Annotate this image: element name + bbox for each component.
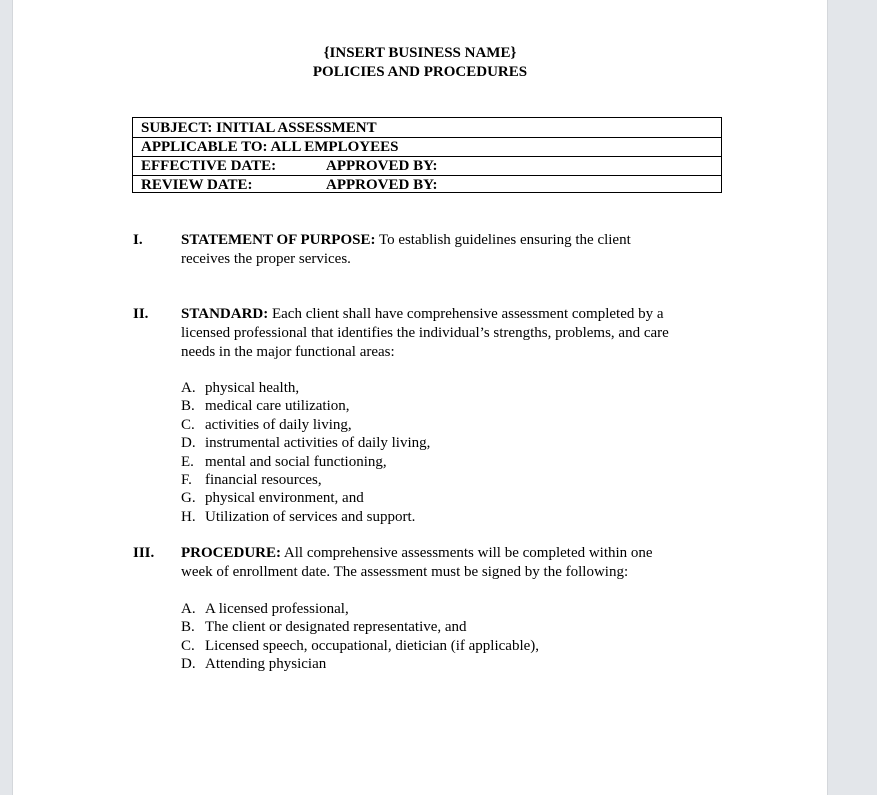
procedure-section [181,544,721,582]
effective-date-label: EFFECTIVE DATE: [141,158,277,174]
signatories-list [181,600,539,674]
table-row [133,118,721,138]
section-text-line: week of enrollment date. The assessment must be signed by the following: [181,564,629,580]
list-item-text: mental and social functioning, [205,453,387,470]
section-heading: STATEMENT OF PURPOSE: [181,232,376,248]
section-text-line: licensed professional that identifies the individual’s strengths, problems, and care [181,325,669,341]
section-text-line: To establish guidelines ensuring the client [375,232,631,248]
list-item-text: A licensed professional, [205,601,349,617]
section-numeral: III. [133,545,155,561]
section-text-line: needs in the major functional areas: [181,344,395,360]
applicable-to-cell: APPLICABLE TO: ALL EMPLOYEES [141,139,399,155]
list-item [181,508,430,526]
list-letter: B. [181,619,195,636]
list-item-text: physical environment, and [205,490,364,507]
list-item-text: The client or designated representative, and [205,619,467,636]
review-date-label: REVIEW DATE: [141,177,253,193]
document-info-table [132,117,722,193]
list-letter: A. [181,601,196,617]
list-item-text: activities of daily living, [205,416,352,433]
list-item [181,416,430,434]
list-item-text: Utilization of services and support. [205,508,416,525]
list-item [181,489,430,507]
list-letter: C. [181,416,195,433]
list-item-text: Attending physician [205,656,327,673]
approved-by-label: APPROVED BY: [326,158,438,174]
section-numeral: I. [133,232,143,248]
section-numeral: II. [133,306,149,322]
list-letter: B. [181,398,195,415]
section-heading: STANDARD: [181,306,269,322]
list-item-text: instrumental activities of daily living, [205,435,431,452]
approved-by-label: APPROVED BY: [326,177,438,193]
section-heading: PROCEDURE: [181,545,281,561]
list-letter: A. [181,380,196,396]
list-item-text: financial resources, [205,472,322,489]
list-letter: F. [181,472,192,489]
list-item [181,637,539,655]
list-letter: H. [181,508,196,525]
list-item [181,618,539,636]
standard-section [181,305,721,362]
list-item-text: medical care utilization, [205,398,350,415]
list-item [181,453,430,471]
list-item [181,397,430,415]
table-row [133,156,721,176]
purpose-section [181,231,721,269]
subject-cell: SUBJECT: INITIAL ASSESSMENT [141,120,377,136]
list-item [181,655,539,673]
section-text-line: Each client shall have comprehensive assessment completed by a [268,306,664,322]
list-item [181,471,430,489]
functional-areas-list [181,379,430,526]
business-name-heading: {INSERT BUSINESS NAME} [323,45,517,61]
list-letter: E. [181,453,194,470]
section-text-line: All comprehensive assessments will be completed within one [281,545,653,561]
section-text-line: receives the proper services. [181,251,351,267]
table-row [133,175,721,193]
list-letter: C. [181,637,195,654]
list-item [181,379,430,397]
list-item-text: Licensed speech, occupational, dietician (if applicable), [205,637,540,654]
list-item [181,434,430,452]
list-letter: G. [181,490,196,507]
document-type-heading: POLICIES AND PROCEDURES [312,64,528,80]
list-item-text: physical health, [205,380,300,396]
list-item [181,600,539,618]
document-page [12,0,828,795]
list-letter: D. [181,435,196,452]
table-row [133,137,721,157]
list-letter: D. [181,656,196,673]
